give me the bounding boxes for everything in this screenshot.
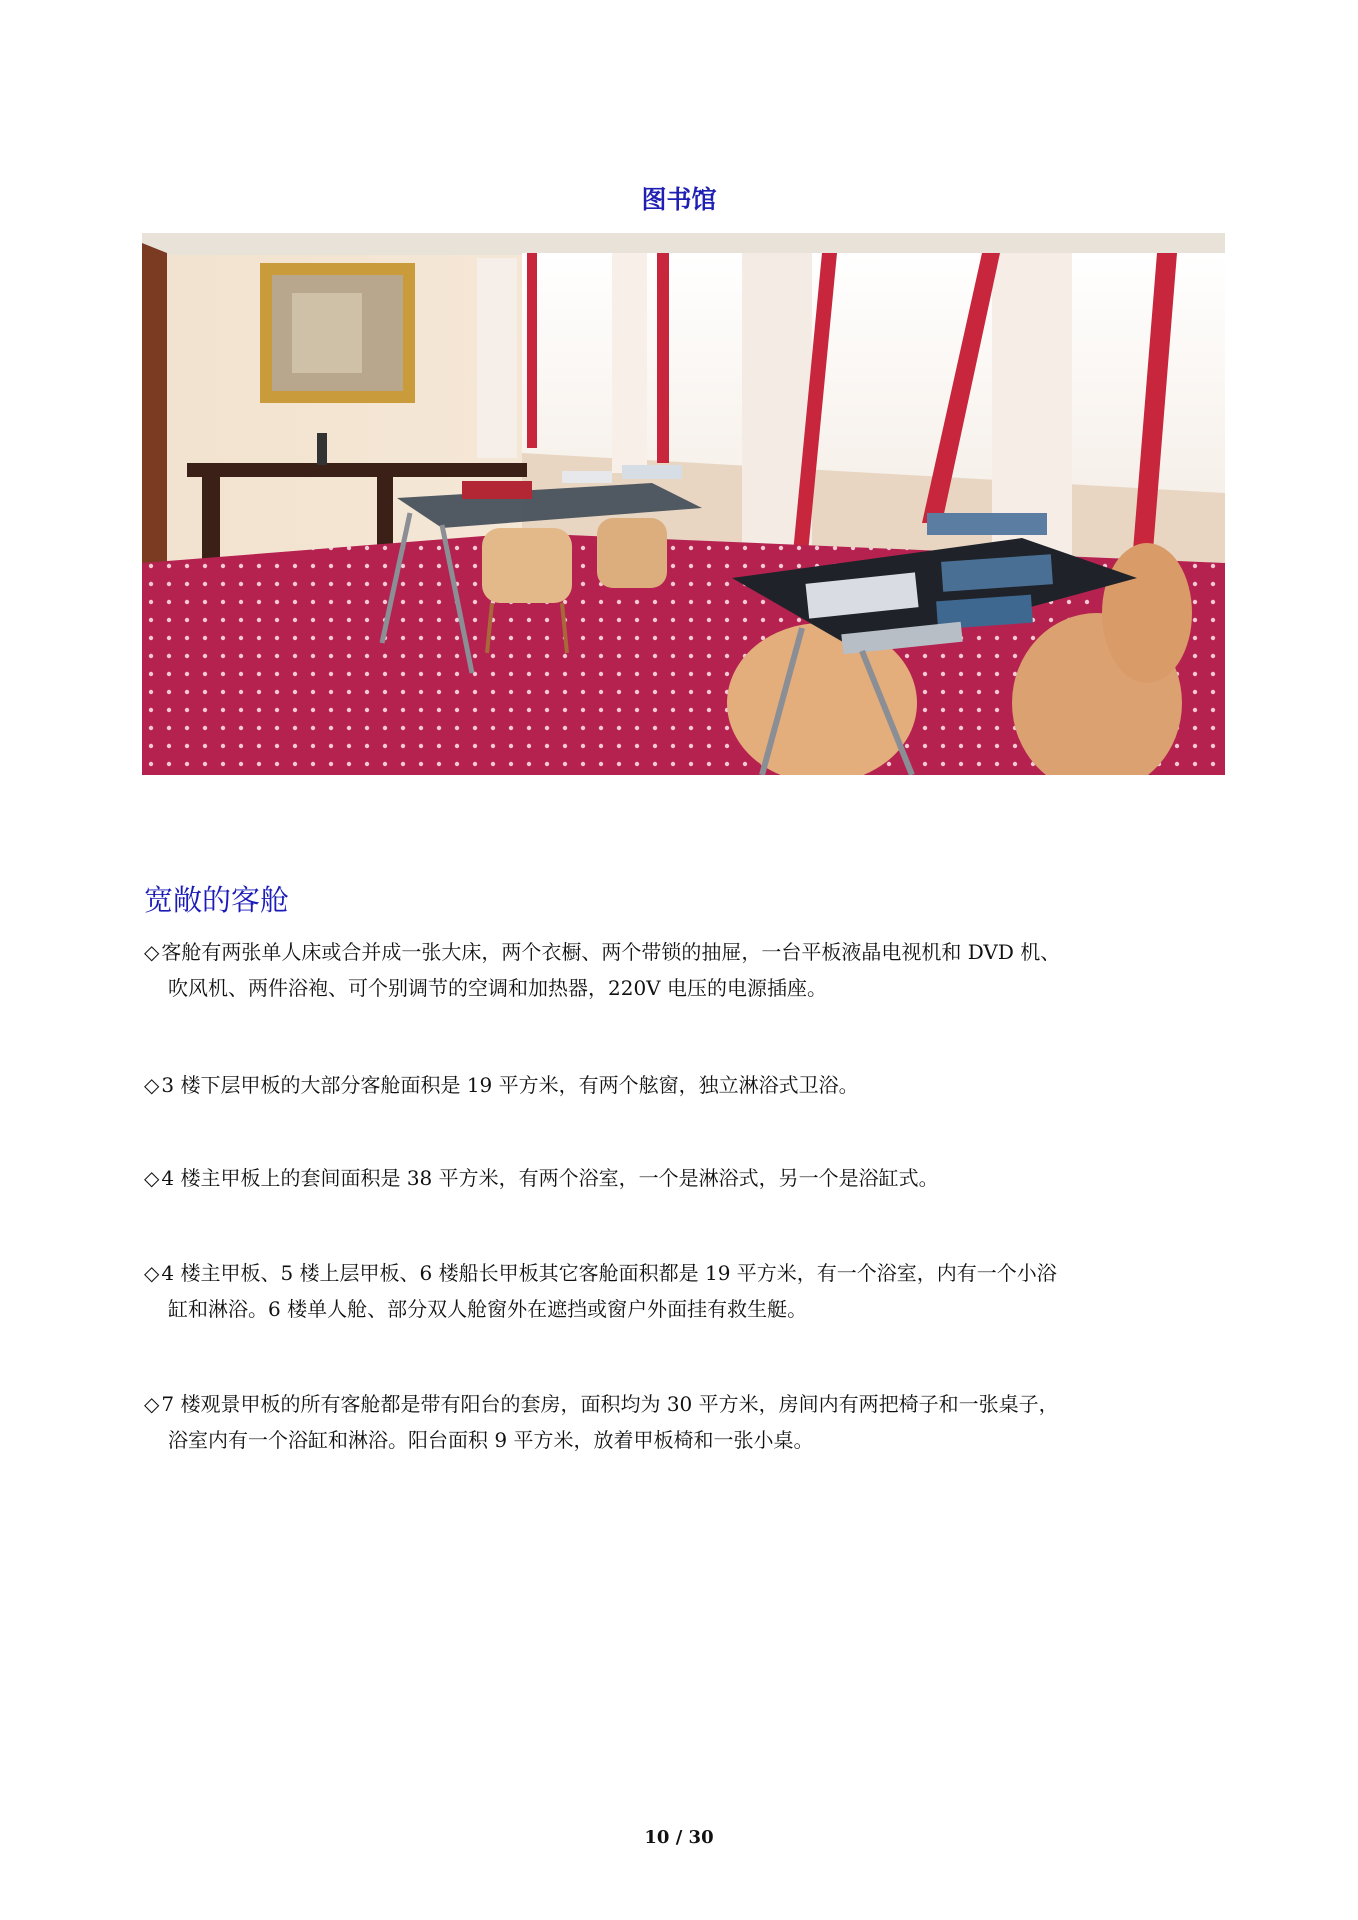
paragraph-line: 4 楼主甲板上的套间面积是 38 平方米，有两个浴室，一个是淋浴式，另一个是浴缸式。 bbox=[161, 1166, 939, 1190]
paragraph-line: 3 楼下层甲板的大部分客舱面积是 19 平方米，有两个舷窗，独立淋浴式卫浴。 bbox=[161, 1073, 859, 1097]
list-item bbox=[144, 934, 1234, 1006]
diamond-bullet-icon: ◇ bbox=[144, 1166, 160, 1190]
list-item bbox=[144, 1255, 1234, 1327]
list-item bbox=[144, 1067, 1234, 1103]
page-number: 10 / 30 bbox=[644, 1827, 714, 1848]
section-heading: 宽敞的客舱 bbox=[144, 883, 290, 917]
diamond-bullet-icon: ◇ bbox=[144, 1073, 160, 1097]
photo-caption: 图书馆 bbox=[641, 185, 717, 214]
diamond-bullet-icon: ◇ bbox=[144, 1392, 160, 1416]
library-photo-icon bbox=[142, 233, 1225, 775]
library-photo bbox=[142, 233, 1225, 775]
list-item bbox=[144, 1386, 1234, 1458]
paragraph-line: 7 楼观景甲板的所有客舱都是带有阳台的套房，面积均为 30 平方米，房间内有两把椅子和一张桌子， bbox=[161, 1392, 1059, 1416]
diamond-bullet-icon: ◇ bbox=[144, 940, 160, 964]
diamond-bullet-icon: ◇ bbox=[144, 1261, 160, 1285]
list-item bbox=[144, 1160, 1234, 1196]
paragraph-line: 客舱有两张单人床或合并成一张大床，两个衣橱、两个带锁的抽屉，一台平板液晶电视机和 DVD 机、 bbox=[161, 940, 1061, 964]
paragraph-line: 缸和淋浴。6 楼单人舱、部分双人舱窗外在遮挡或窗户外面挂有救生艇。 bbox=[168, 1297, 808, 1321]
paragraph-line: 4 楼主甲板、5 楼上层甲板、6 楼船长甲板其它客舱面积都是 19 平方米，有一个浴室，内有一个小浴 bbox=[161, 1261, 1057, 1285]
paragraph-line: 浴室内有一个浴缸和淋浴。阳台面积 9 平方米，放着甲板椅和一张小桌。 bbox=[168, 1428, 814, 1452]
paragraph-line: 吹风机、两件浴袍、可个别调节的空调和加热器，220V 电压的电源插座。 bbox=[168, 976, 827, 1000]
